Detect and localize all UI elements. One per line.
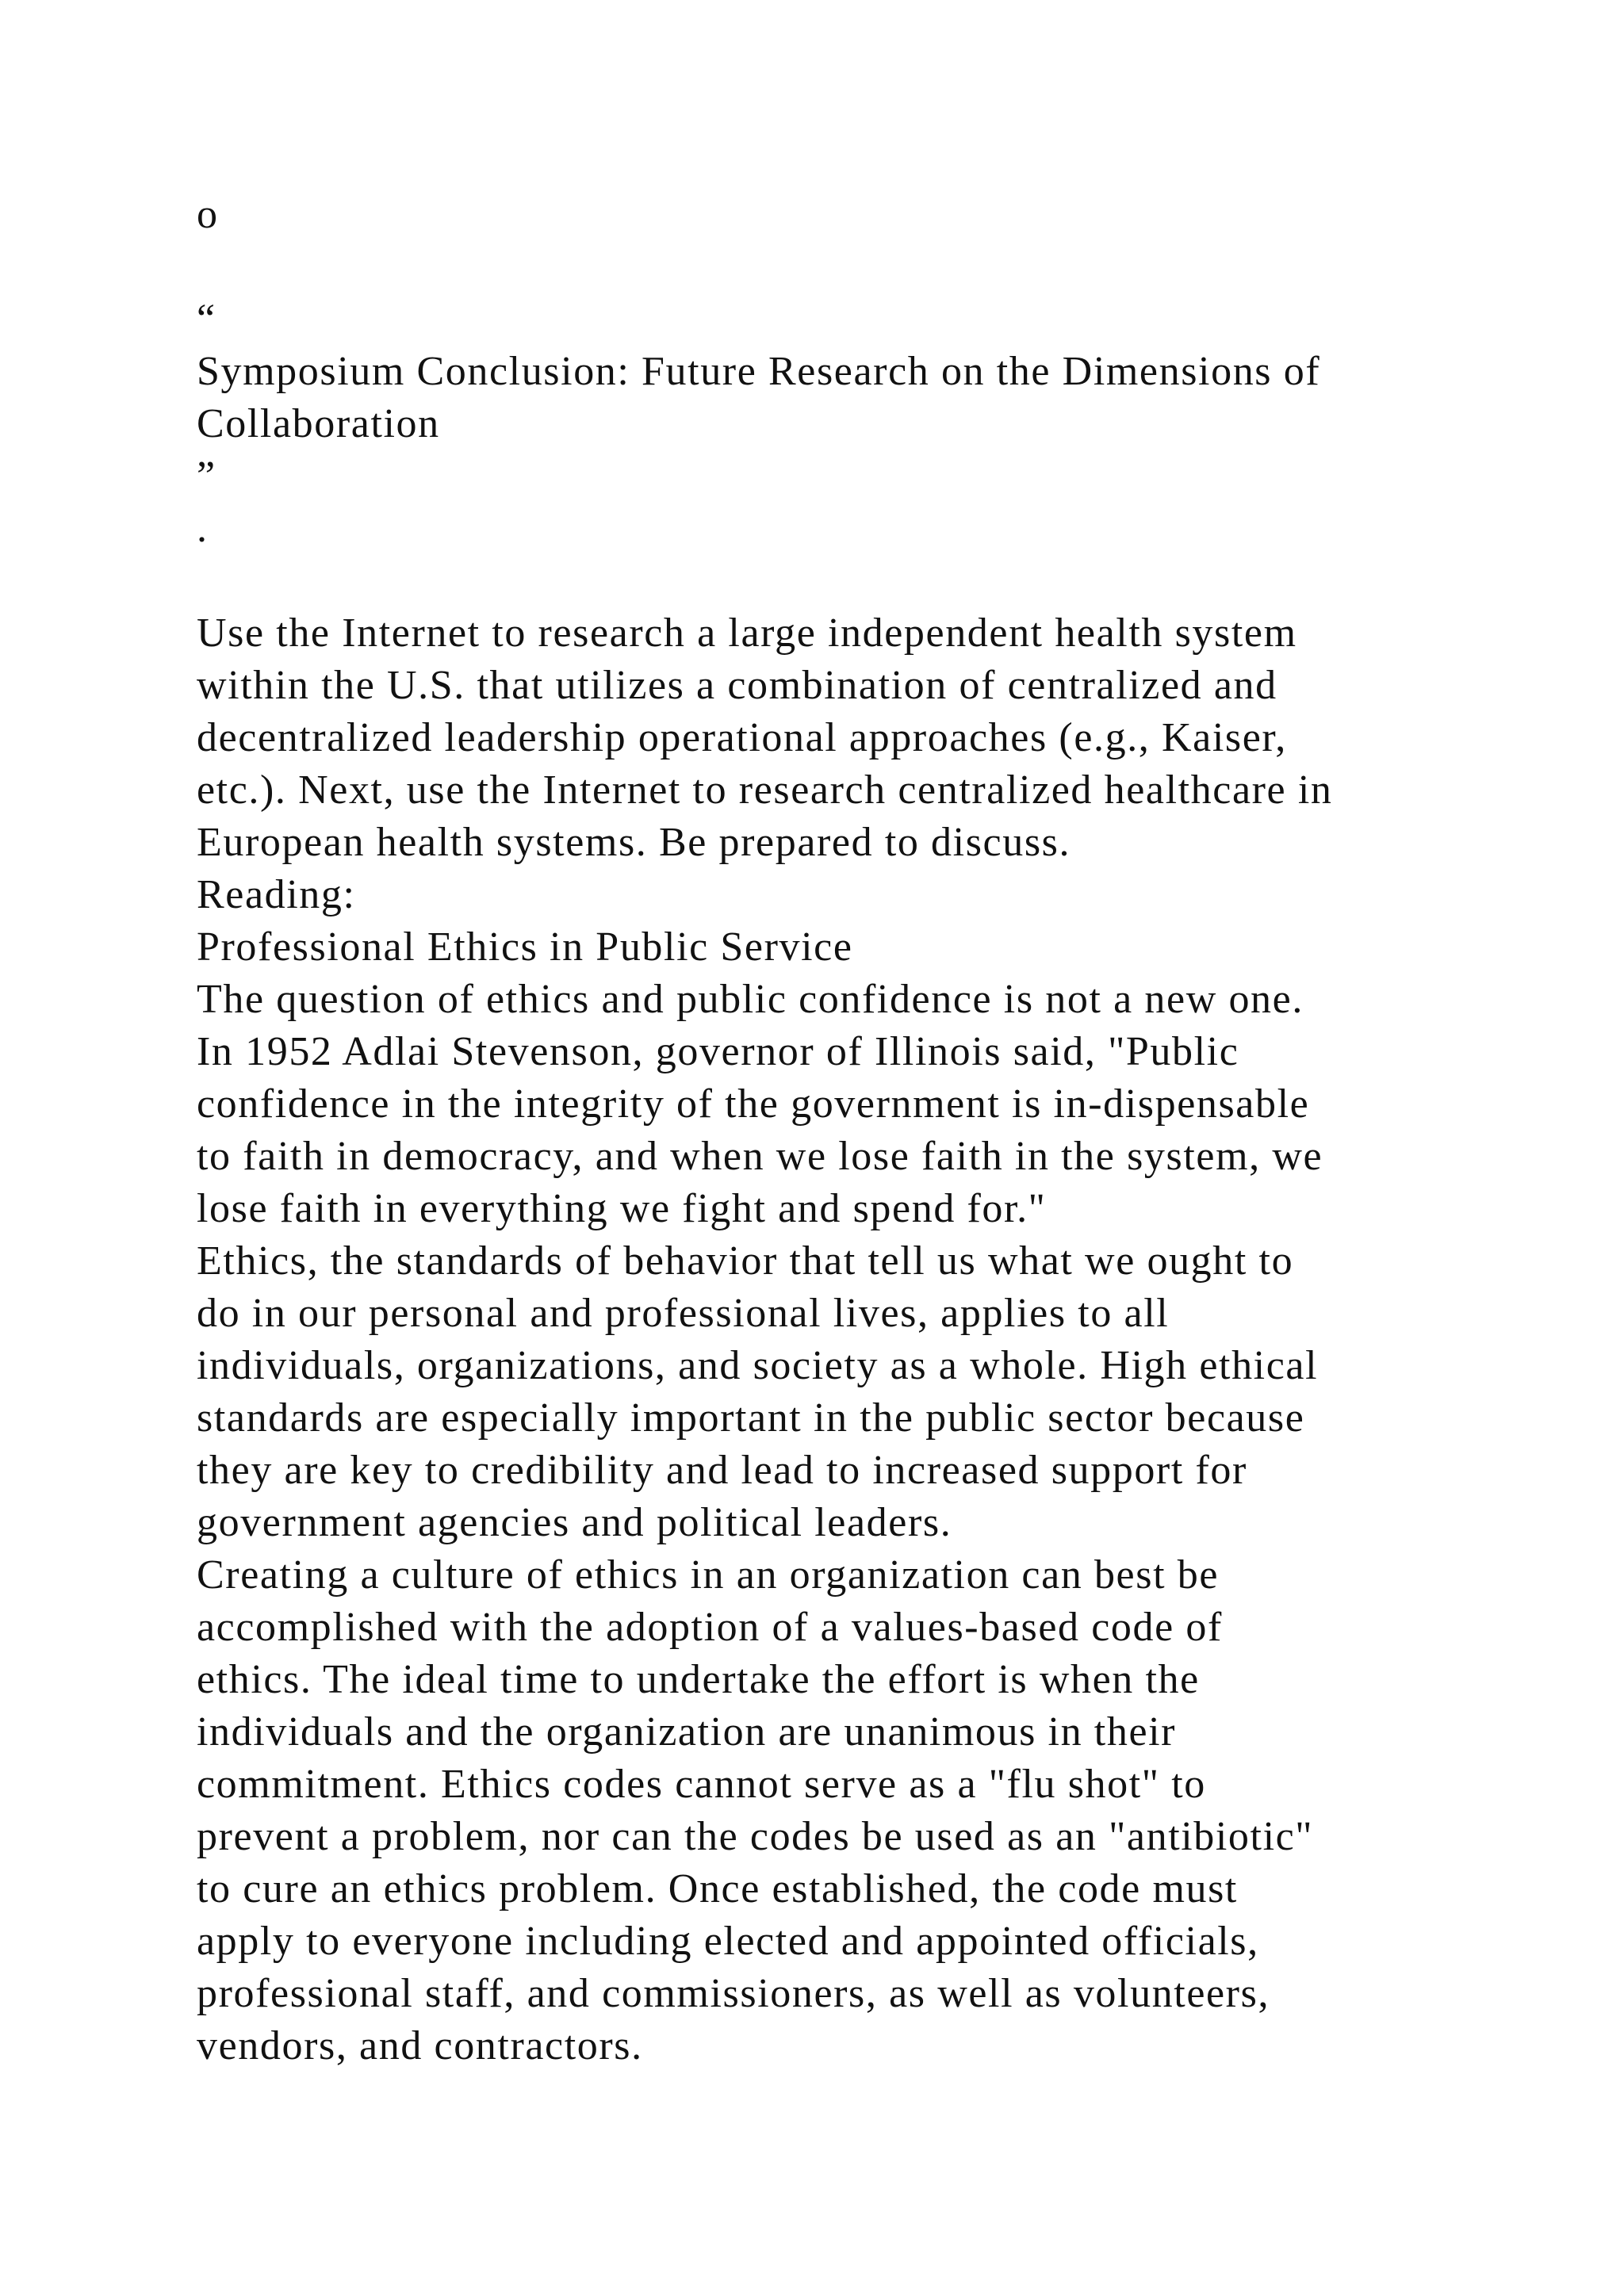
close-quote: ” [197,453,216,499]
assignment-line: European health systems. Be prepared to discuss. [197,820,1071,865]
paragraph-3-line: vendors, and contractors. [197,2023,643,2068]
paragraph-3-line: apply to everyone including elected and appointed officials, [197,1919,1259,1964]
bullet-marker: o [197,192,219,237]
paragraph-3-line: prevent a problem, nor can the codes be used as an "antibiotic" [197,1814,1314,1859]
paragraph-1-line: to faith in democracy, and when we lose faith in the system, we [197,1134,1323,1179]
paragraph-3-line: individuals and the organization are unanimous in their [197,1709,1177,1755]
title-line: Collaboration [197,401,440,446]
title-line: Symposium Conclusion: Future Research on the Dimensions of [197,349,1321,394]
paragraph-2-line: do in our personal and professional lives, applies to all [197,1291,1170,1336]
paragraph-1-line: lose faith in everything we fight and spend for." [197,1186,1047,1231]
paragraph-3-line: commitment. Ethics codes cannot serve as a "flu shot" to [197,1762,1206,1807]
paragraph-3-line: accomplished with the adoption of a values-based code of [197,1605,1223,1650]
assignment-line: Use the Internet to research a large independent health system [197,610,1297,656]
paragraph-3-line: Creating a culture of ethics in an organization can best be [197,1552,1220,1598]
paragraph-1-line: In 1952 Adlai Stevenson, governor of Illinois said, "Public [197,1029,1239,1074]
assignment-line: within the U.S. that utilizes a combination of centralized and [197,663,1277,708]
paragraph-3-line: ethics. The ideal time to undertake the effort is when the [197,1657,1200,1702]
open-quote: “ [197,297,216,342]
paragraph-3-line: to cure an ethics problem. Once established, the code must [197,1866,1238,1911]
paragraph-1-line: confidence in the integrity of the government is in-dispensable [197,1081,1310,1127]
paragraph-2-line: standards are especially important in the public sector because [197,1395,1305,1441]
paragraph-3-line: professional staff, and commissioners, as well as volunteers, [197,1971,1270,2016]
paragraph-2-line: they are key to credibility and lead to increased support for [197,1448,1247,1493]
spacer [197,555,1545,607]
period-mark: . [197,506,209,551]
paragraph-1-line: The question of ethics and public confidence is not a new one. [197,977,1304,1022]
paragraph-2-line: government agencies and political leaders. [197,1500,952,1545]
assignment-line: etc.). Next, use the Internet to research centralized healthcare in [197,767,1333,813]
reading-label: Reading: [197,872,356,917]
reading-title: Professional Ethics in Public Service [197,924,853,970]
paragraph-2-line: individuals, organizations, and society as a whole. High ethical [197,1343,1319,1388]
paragraph-2-line: Ethics, the standards of behavior that tell us what we ought to [197,1238,1294,1284]
assignment-line: decentralized leadership operational approaches (e.g., Kaiser, [197,715,1287,760]
spacer [197,241,1545,293]
document-body [197,189,1545,2072]
